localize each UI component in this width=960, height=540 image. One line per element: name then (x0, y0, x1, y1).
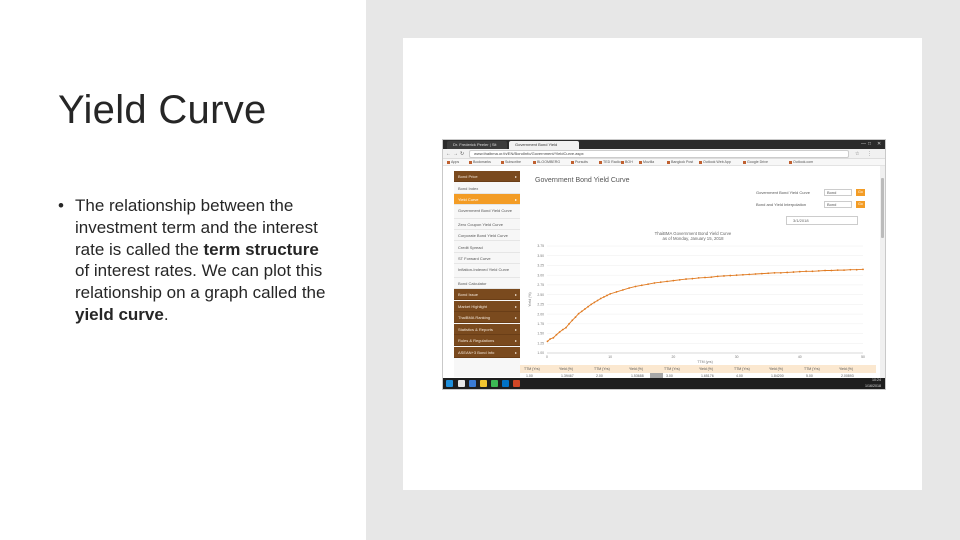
bookmarks-bar (443, 159, 885, 166)
y-tick-label: 3.00 (537, 273, 544, 278)
series-point (685, 278, 687, 280)
series-point (824, 270, 826, 272)
control-row (756, 190, 863, 195)
bullet-marker: • (58, 196, 64, 215)
url-input[interactable]: www.thaibma.or.th/EN/BondInfo/Government/YieldCurve.aspx (469, 150, 849, 158)
series-point (587, 306, 589, 308)
sidebar-item[interactable]: ThaiBMA Ranking ▸ (454, 312, 520, 323)
yield-curve-chart (525, 242, 869, 366)
series-point (600, 298, 602, 300)
scrollbar-thumb[interactable] (881, 178, 884, 238)
series-point (575, 316, 577, 318)
bond-select[interactable]: Bond (824, 189, 852, 196)
table-cell: 4.00 (736, 374, 743, 378)
browser-screenshot (443, 140, 885, 389)
y-tick-label: 1.25 (537, 341, 544, 346)
clock-time: 10:24 (872, 378, 881, 382)
series-point (581, 310, 583, 312)
series-line (548, 269, 863, 341)
series-point (812, 270, 814, 272)
yield-table-header (520, 365, 876, 373)
x-tick-label: 50 (861, 355, 865, 359)
sidebar-item[interactable]: Bond Price ▸ (454, 171, 520, 182)
series-point (562, 329, 564, 331)
series-point (710, 276, 712, 278)
series-point (559, 331, 561, 333)
sidebar-item[interactable]: Government Bond Yield Curve (454, 206, 520, 219)
series-point (691, 278, 693, 280)
maximize-icon[interactable]: □ (868, 141, 872, 147)
star-icon[interactable]: ☆ (855, 151, 860, 157)
bookmark-item[interactable]: Pursuits (571, 159, 588, 166)
series-point (647, 283, 649, 285)
x-tick-label: 30 (734, 355, 739, 359)
series-point (704, 277, 706, 279)
table-cell: 1.65176 (701, 374, 714, 378)
y-tick-label: 2.50 (537, 292, 544, 297)
browser-tab-active[interactable]: Government Bond Yield (509, 141, 579, 149)
series-point (717, 275, 719, 277)
sidebar-item[interactable]: Bond Calculator (454, 278, 520, 289)
bookmark-item[interactable]: BLOOMBERG (533, 159, 560, 166)
series-point (594, 302, 596, 304)
bullet-text-part: of interest rates. We can plot this relationship on a graph called the (75, 261, 326, 303)
sidebar-item[interactable]: Inflation-Indexed Yield Curve (454, 265, 520, 278)
scrollbar[interactable] (880, 166, 885, 378)
series-point (547, 340, 549, 342)
windows-start-icon[interactable] (446, 380, 453, 387)
search-icon[interactable] (458, 380, 465, 387)
table-cell: 1.00 (526, 374, 533, 378)
sidebar-item[interactable]: Zero Coupon Yield Curve (454, 219, 520, 230)
control-label: Bond and Yield Interpolation (756, 202, 807, 207)
table-header-cell: TTM (Yrs) (594, 367, 610, 371)
table-header-cell: Yield (%) (839, 367, 854, 371)
taskbar-clock (865, 378, 881, 389)
slide-title: Yield Curve (58, 88, 267, 132)
series-point (786, 272, 788, 274)
sidebar-item[interactable]: ST Forward Curve (454, 253, 520, 264)
series-point (767, 272, 769, 274)
y-tick-label: 1.75 (537, 322, 544, 327)
series-point (818, 270, 820, 272)
series-point (641, 284, 643, 286)
series-point (742, 274, 744, 276)
bookmark-item[interactable]: BOH (621, 159, 633, 166)
series-point (609, 293, 611, 295)
sidebar-item[interactable]: Corporate Bond Yield Curve (454, 230, 520, 241)
series-point (603, 296, 605, 298)
table-cell: 3.00 (666, 374, 673, 378)
series-point (679, 279, 681, 281)
file-explorer-icon[interactable] (480, 380, 487, 387)
table-header-cell: Yield (%) (629, 367, 644, 371)
table-cell: 1.39467 (561, 374, 574, 378)
series-point (590, 303, 592, 305)
series-point (748, 274, 750, 276)
bond-select[interactable]: Bond (824, 201, 852, 208)
slide-text-panel (0, 0, 366, 540)
address-bar (443, 149, 885, 159)
y-tick-label: 2.75 (537, 283, 544, 288)
sidebar-item[interactable]: Bond Index (454, 183, 520, 194)
chart-subtitle-line: as of Monday, January 15, 2018 (662, 236, 724, 241)
forward-icon[interactable]: → (453, 151, 458, 157)
page-title: Government Bond Yield Curve (535, 177, 630, 184)
date-input[interactable]: 3/1/2018 (786, 216, 858, 225)
table-cell: 5.00 (806, 374, 813, 378)
sidebar-item[interactable]: Credit Spread (454, 242, 520, 253)
minimize-icon[interactable]: — (861, 141, 866, 147)
series-point (660, 281, 662, 283)
reload-icon[interactable]: ↻ (460, 151, 465, 157)
table-header-cell: TTM (Yrs) (804, 367, 820, 371)
table-cell: 2.00893 (841, 374, 854, 378)
sidebar-item[interactable]: Rules & Regulations ▸ (454, 335, 520, 346)
table-header-cell: TTM (Yrs) (524, 367, 540, 371)
series-point (628, 287, 630, 289)
bookmark-item[interactable]: Outlook Web App (699, 159, 731, 166)
table-header-cell: TTM (Yrs) (734, 367, 750, 371)
x-tick-label: 40 (797, 355, 802, 359)
bullet-text-part: . (163, 304, 169, 324)
series-point (856, 269, 858, 271)
bookmark-item[interactable]: TED Radio (599, 159, 621, 166)
x-axis-label: TTM (yrs) (697, 360, 713, 364)
bookmark-item[interactable]: Bangkok Post (667, 159, 693, 166)
table-header-cell: Yield (%) (699, 367, 714, 371)
control-row (756, 202, 863, 207)
series-point (606, 295, 608, 297)
bookmark-item[interactable]: Apps (447, 159, 459, 166)
series-point (831, 270, 833, 272)
chrome-icon[interactable] (491, 380, 498, 387)
clock-date: 1/16/2018 (865, 383, 881, 388)
bookmark-item[interactable]: Outlook.com (789, 159, 813, 166)
windows-taskbar (443, 378, 885, 389)
chart-title-line: ThaiBMA Government Bond Yield Curve (654, 231, 732, 236)
bullet-text (58, 195, 328, 326)
bookmark-item[interactable]: Mozilla (639, 159, 654, 166)
y-tick-label: 1.50 (537, 331, 544, 336)
series-point (755, 273, 757, 275)
y-tick-label: 3.50 (537, 253, 544, 258)
term-structure-bold: term structure (203, 239, 319, 259)
table-header-cell: TTM (Yrs) (664, 367, 680, 371)
series-point (862, 268, 864, 270)
series-point (780, 272, 782, 274)
table-cell: 2.00 (596, 374, 603, 378)
sidebar-item[interactable]: Bond Issue ▸ (454, 289, 520, 300)
bullet-point (58, 195, 328, 326)
series-point (837, 269, 839, 271)
go-button[interactable]: Go (856, 201, 865, 208)
sidebar-item[interactable]: Yield Curve ▸ (454, 194, 520, 205)
series-point (578, 313, 580, 315)
series-point (849, 269, 851, 271)
bookmark-item[interactable]: Google Drive (743, 159, 768, 166)
table-cell: 1.53688 (631, 374, 644, 378)
series-point (843, 269, 845, 271)
series-point (584, 308, 586, 310)
series-point (622, 289, 624, 291)
bookmark-item[interactable]: Bookmarks (469, 159, 491, 166)
browser-tab[interactable]: Dr. Frederick Peeler | Sit (447, 141, 507, 149)
series-point (698, 277, 700, 279)
go-button[interactable]: Go (856, 189, 865, 196)
series-point (616, 291, 618, 293)
series-point (568, 323, 570, 325)
series-point (635, 286, 637, 288)
browser-tab-bar (443, 140, 885, 149)
series-point (729, 275, 731, 277)
sidebar-item[interactable]: Market Highlight ▸ (454, 301, 520, 312)
bookmark-item[interactable]: Subscribe (501, 159, 521, 166)
menu-icon[interactable]: ⋮ (867, 151, 872, 157)
y-tick-label: 2.00 (537, 312, 544, 317)
control-label: Government Bond Yield Curve (756, 190, 811, 195)
series-point (565, 327, 567, 329)
x-tick-label: 0 (546, 355, 548, 359)
yield-curve-bold: yield curve (75, 304, 164, 324)
site-sidebar (454, 171, 520, 377)
powerpoint-icon[interactable] (513, 380, 520, 387)
series-point (793, 271, 795, 273)
series-point (654, 282, 656, 284)
bullet-text-part: The relationship between the investment term and the interest rate is called the (75, 196, 318, 259)
task-view-icon[interactable] (469, 380, 476, 387)
series-point (597, 300, 599, 302)
series-point (805, 270, 807, 272)
y-tick-label: 3.75 (537, 244, 544, 249)
series-point (799, 271, 801, 273)
back-icon[interactable]: ← (446, 151, 451, 157)
series-point (549, 338, 551, 340)
series-point (666, 281, 668, 283)
close-icon[interactable]: ✕ (877, 141, 882, 147)
sidebar-item[interactable]: ASEAN+3 Bond Info ▸ (454, 347, 520, 358)
outlook-icon[interactable] (502, 380, 509, 387)
series-point (556, 334, 558, 336)
chart-title (603, 231, 783, 241)
y-axis-label: Yield (%) (528, 292, 532, 307)
table-header-cell: Yield (%) (769, 367, 784, 371)
y-tick-label: 1.00 (537, 351, 544, 356)
y-tick-label: 2.25 (537, 302, 544, 307)
x-tick-label: 20 (671, 355, 676, 359)
series-point (774, 272, 776, 274)
y-tick-label: 3.25 (537, 263, 544, 268)
series-point (736, 274, 738, 276)
series-point (673, 280, 675, 282)
series-point (723, 275, 725, 277)
series-point (571, 319, 573, 321)
x-tick-label: 10 (608, 355, 613, 359)
series-point (552, 337, 554, 339)
table-cell: 1.84200 (771, 374, 784, 378)
table-header-cell: Yield (%) (559, 367, 574, 371)
series-point (761, 273, 763, 275)
sidebar-item[interactable]: Statistics & Reports ▸ (454, 324, 520, 335)
